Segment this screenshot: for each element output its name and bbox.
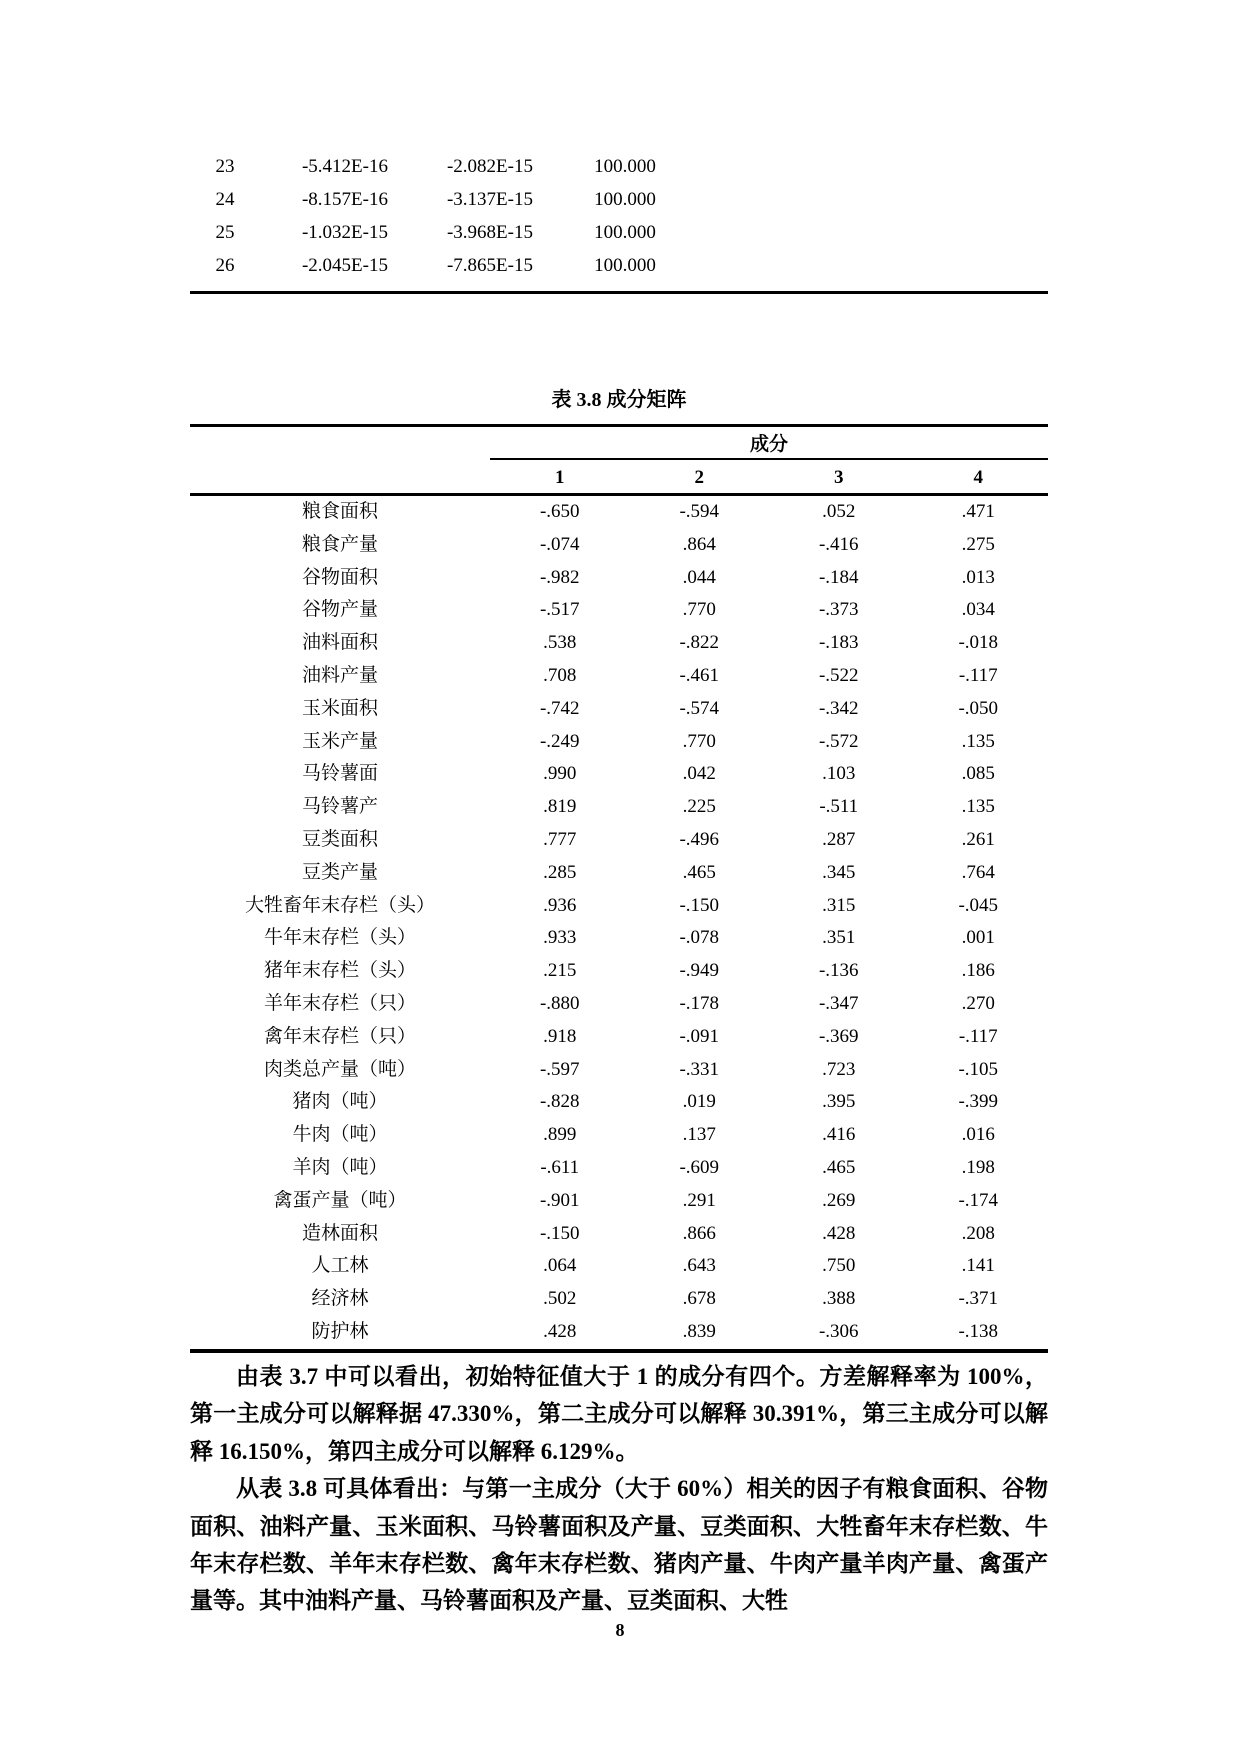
variable-label: 粮食产量 xyxy=(301,533,378,555)
cumulative-percent-cell: 100.000 xyxy=(594,222,656,243)
matrix-row xyxy=(190,955,1048,988)
component-group-header: 成分 xyxy=(490,427,1048,460)
eigenvalue-cell: -8.157E-16 xyxy=(301,189,388,210)
loading-component-4: -.045 xyxy=(958,894,999,916)
loading-component-4: .034 xyxy=(961,599,995,621)
loading-component-1: .899 xyxy=(543,1124,577,1146)
loading-component-4: .208 xyxy=(961,1222,995,1244)
loading-component-2: -.078 xyxy=(679,927,720,949)
loading-component-2: .839 xyxy=(682,1320,716,1342)
loading-component-2: .770 xyxy=(682,730,716,752)
matrix-row xyxy=(190,1119,1048,1152)
matrix-row xyxy=(190,1054,1048,1087)
matrix-row xyxy=(190,496,1048,529)
loading-component-1: -.150 xyxy=(539,1222,580,1244)
variable-label: 大牲畜年末存栏（头） xyxy=(244,894,435,916)
loading-component-2: -.949 xyxy=(679,960,720,982)
matrix-row xyxy=(190,890,1048,923)
matrix-row xyxy=(190,562,1048,595)
variable-label: 玉米面积 xyxy=(301,697,378,719)
loading-component-3: .315 xyxy=(822,894,856,916)
column-header-row xyxy=(190,460,1048,496)
cumulative-percent-cell: 100.000 xyxy=(594,255,656,276)
matrix-row xyxy=(190,758,1048,791)
variable-label: 禽年末存栏（只） xyxy=(263,1025,416,1047)
loading-component-3: -.184 xyxy=(818,566,859,588)
variable-label: 豆类面积 xyxy=(301,828,378,850)
loading-component-2: -.150 xyxy=(679,894,720,916)
eigenvalue-cell: -2.045E-15 xyxy=(301,255,388,276)
loading-component-4: -.117 xyxy=(958,1025,998,1047)
matrix-row xyxy=(190,1218,1048,1251)
loading-component-1: .933 xyxy=(543,927,577,949)
matrix-row xyxy=(190,922,1048,955)
paragraph: 从表 3.8 可具体看出：与第一主成分（大于 60%）相关的因子有粮食面积、谷物面积、油料产量、玉米面积、马铃薯面积及产量、豆类面积、大牲畜年末存栏数、牛年末存栏数、羊年末存栏数、禽年末存栏数、猪肉产量、牛肉产量羊肉产量、禽蛋产量等。其中油料产量、马铃薯面积及产量、豆类面积、大牲 xyxy=(190,1476,1048,1614)
variable-label: 马铃薯面 xyxy=(301,763,378,785)
loading-component-4: .141 xyxy=(961,1255,995,1277)
loading-component-1: .064 xyxy=(543,1255,577,1277)
loading-component-2: .019 xyxy=(682,1091,716,1113)
loading-component-3: .723 xyxy=(822,1058,856,1080)
loading-component-4: .261 xyxy=(961,828,995,850)
matrix-row xyxy=(190,1250,1048,1283)
matrix-row xyxy=(190,1316,1048,1349)
row-label-spacer xyxy=(190,427,490,460)
loading-component-2: -.178 xyxy=(679,992,720,1014)
loading-component-3: -.373 xyxy=(818,599,859,621)
variable-label: 防护林 xyxy=(311,1320,369,1342)
loading-component-4: .013 xyxy=(961,566,995,588)
variable-label: 肉类总产量（吨） xyxy=(263,1058,416,1080)
matrix-row xyxy=(190,594,1048,627)
loading-component-1: -.597 xyxy=(539,1058,580,1080)
loading-component-3: -.572 xyxy=(818,730,859,752)
loading-component-2: .225 xyxy=(682,796,716,818)
cumulative-percent-cell: 100.000 xyxy=(594,156,656,177)
loading-component-1: .708 xyxy=(543,664,577,686)
matrix-row xyxy=(190,1185,1048,1218)
loading-component-4: .186 xyxy=(961,960,995,982)
loading-component-4: .016 xyxy=(961,1124,995,1146)
loading-component-1: .990 xyxy=(543,763,577,785)
loading-component-2: .044 xyxy=(682,566,716,588)
loading-component-2: -.091 xyxy=(679,1025,720,1047)
table-3-8-caption: 表 3.8 成分矩阵 xyxy=(551,389,687,411)
matrix-row xyxy=(190,791,1048,824)
loading-component-2: -.609 xyxy=(679,1156,720,1178)
component-number-cell: 26 xyxy=(215,255,235,276)
loading-component-3: -.416 xyxy=(818,533,859,555)
variable-label: 禽蛋产量（吨） xyxy=(273,1189,407,1211)
matrix-row xyxy=(190,1086,1048,1119)
loading-component-2: -.496 xyxy=(679,828,720,850)
loading-component-1: .428 xyxy=(543,1320,577,1342)
component-number-cell: 23 xyxy=(215,156,235,177)
variable-label: 油料面积 xyxy=(301,632,378,654)
variable-label: 羊肉（吨） xyxy=(292,1156,388,1178)
loading-component-3: .388 xyxy=(822,1288,856,1310)
variance-cell: -2.082E-15 xyxy=(446,156,533,177)
loading-component-3: .287 xyxy=(822,828,856,850)
loading-component-1: -.742 xyxy=(539,697,580,719)
loading-component-3: -.183 xyxy=(818,632,859,654)
body-text xyxy=(190,1358,1048,1620)
loading-component-3: .103 xyxy=(822,763,856,785)
matrix-row xyxy=(190,1021,1048,1054)
loading-component-3: .052 xyxy=(822,501,856,522)
loading-component-3: -.306 xyxy=(818,1320,859,1342)
column-header-4: 4 xyxy=(973,467,983,488)
loading-component-1: .918 xyxy=(543,1025,577,1047)
loading-component-1: .502 xyxy=(543,1288,577,1310)
eigenvalue-table-row xyxy=(190,183,1048,216)
loading-component-3: .465 xyxy=(822,1156,856,1178)
matrix-row xyxy=(190,1152,1048,1185)
variable-label: 谷物面积 xyxy=(301,566,378,588)
loading-component-1: -.901 xyxy=(539,1189,580,1211)
loading-component-4: .001 xyxy=(961,927,995,949)
loading-component-3: -.511 xyxy=(819,796,859,818)
eigenvalue-table-row xyxy=(190,249,1048,282)
variable-label: 油料产量 xyxy=(301,664,378,686)
matrix-body xyxy=(190,496,1048,1353)
loading-component-2: .465 xyxy=(682,861,716,883)
loading-component-2: -.574 xyxy=(679,697,720,719)
loading-component-2: -.331 xyxy=(679,1058,720,1080)
loading-component-1: .777 xyxy=(543,828,577,850)
loading-component-4: .135 xyxy=(961,796,995,818)
loading-component-1: -.611 xyxy=(540,1156,580,1178)
variable-label: 谷物产量 xyxy=(301,599,378,621)
loading-component-1: .936 xyxy=(543,894,577,916)
row-label-spacer xyxy=(190,460,490,493)
loading-component-4: -.050 xyxy=(958,697,999,719)
loading-component-1: -.982 xyxy=(539,566,580,588)
loading-component-2: .866 xyxy=(682,1222,716,1244)
loading-component-4: .085 xyxy=(961,763,995,785)
matrix-row xyxy=(190,660,1048,693)
loading-component-4: .275 xyxy=(961,533,995,555)
loading-component-2: .770 xyxy=(682,599,716,621)
loading-component-4: -.117 xyxy=(958,664,998,686)
component-number-cell: 24 xyxy=(215,189,235,210)
eigenvalue-table-row xyxy=(190,150,1048,183)
component-number-cell: 25 xyxy=(215,222,235,243)
variance-cell: -3.137E-15 xyxy=(446,189,533,210)
loading-component-1: -.249 xyxy=(539,730,580,752)
component-group-header-row xyxy=(190,427,1048,460)
loading-component-4: .471 xyxy=(961,501,995,522)
loading-component-3: .351 xyxy=(822,927,856,949)
column-header-2: 2 xyxy=(694,467,704,488)
loading-component-3: -.342 xyxy=(818,697,859,719)
eigenvalue-cell: -1.032E-15 xyxy=(301,222,388,243)
matrix-row xyxy=(190,529,1048,562)
eigenvalue-cell: -5.412E-16 xyxy=(301,156,388,177)
loading-component-3: .750 xyxy=(822,1255,856,1277)
loading-component-4: .198 xyxy=(961,1156,995,1178)
matrix-row xyxy=(190,824,1048,857)
loading-component-1: -.074 xyxy=(539,533,580,555)
loading-component-3: .395 xyxy=(822,1091,856,1113)
loading-component-4: .764 xyxy=(961,861,995,883)
component-matrix-table xyxy=(190,424,1048,1353)
column-header-3: 3 xyxy=(834,467,844,488)
variable-label: 造林面积 xyxy=(301,1222,378,1244)
loading-component-1: .285 xyxy=(543,861,577,883)
loading-component-4: -.018 xyxy=(958,632,999,654)
loading-component-4: .270 xyxy=(961,992,995,1014)
loading-component-3: .428 xyxy=(822,1222,856,1244)
loading-component-1: -.517 xyxy=(539,599,580,621)
matrix-row xyxy=(190,726,1048,759)
variable-label: 玉米产量 xyxy=(301,730,378,752)
loading-component-3: -.369 xyxy=(818,1025,859,1047)
loading-component-2: -.822 xyxy=(679,632,720,654)
loading-component-4: -.105 xyxy=(958,1058,999,1080)
eigenvalue-table-continued xyxy=(190,150,1048,294)
loading-component-2: -.461 xyxy=(679,664,720,686)
eigenvalue-table-row xyxy=(190,216,1048,249)
variable-label: 经济林 xyxy=(311,1288,369,1310)
variable-label: 牛年末存栏（头） xyxy=(263,927,416,949)
loading-component-2: -.594 xyxy=(679,501,720,522)
variable-label: 羊年末存栏（只） xyxy=(263,992,416,1014)
loading-component-4: -.399 xyxy=(958,1091,999,1113)
loading-component-4: -.138 xyxy=(958,1320,999,1342)
matrix-row xyxy=(190,693,1048,726)
variable-label: 牛肉（吨） xyxy=(292,1124,388,1146)
loading-component-2: .864 xyxy=(682,533,716,555)
variance-cell: -7.865E-15 xyxy=(446,255,533,276)
loading-component-1: .215 xyxy=(543,960,577,982)
variance-cell: -3.968E-15 xyxy=(446,222,533,243)
variable-label: 猪年末存栏（头） xyxy=(263,960,416,982)
loading-component-4: -.371 xyxy=(958,1288,999,1310)
loading-component-2: .291 xyxy=(682,1189,716,1211)
loading-component-3: .269 xyxy=(822,1189,856,1211)
matrix-row xyxy=(190,1283,1048,1316)
loading-component-4: -.174 xyxy=(958,1189,999,1211)
variable-label: 豆类产量 xyxy=(301,861,378,883)
page-number: 8 xyxy=(615,1620,625,1640)
loading-component-1: .819 xyxy=(543,796,577,818)
variable-label: 人工林 xyxy=(311,1255,369,1277)
loading-component-2: .137 xyxy=(682,1124,716,1146)
matrix-row xyxy=(190,627,1048,660)
loading-component-3: .345 xyxy=(822,861,856,883)
loading-component-3: -.522 xyxy=(818,664,859,686)
paragraph: 由表 3.7 中可以看出，初始特征值大于 1 的成分有四个。方差解释率为 100%，第一主成分可以解释据 47.330%，第二主成分可以解释 30.391%，第三主成分可以解释 16.150%，第四主成分可以解释 6.129%。 xyxy=(190,1364,1048,1464)
variable-label: 马铃薯产 xyxy=(301,796,378,818)
matrix-row xyxy=(190,988,1048,1021)
matrix-row xyxy=(190,857,1048,890)
loading-component-3: -.136 xyxy=(818,960,859,982)
loading-component-4: .135 xyxy=(961,730,995,752)
loading-component-2: .643 xyxy=(682,1255,716,1277)
loading-component-3: -.347 xyxy=(818,992,859,1014)
loading-component-3: .416 xyxy=(822,1124,856,1146)
loading-component-1: -.828 xyxy=(539,1091,580,1113)
loading-component-1: .538 xyxy=(543,632,577,654)
loading-component-2: .042 xyxy=(682,763,716,785)
variable-label: 猪肉（吨） xyxy=(292,1091,388,1113)
column-header-1: 1 xyxy=(555,467,565,488)
cumulative-percent-cell: 100.000 xyxy=(594,189,656,210)
variable-label: 粮食面积 xyxy=(301,501,378,522)
loading-component-2: .678 xyxy=(682,1288,716,1310)
loading-component-1: -.880 xyxy=(539,992,580,1014)
loading-component-1: -.650 xyxy=(539,501,580,522)
